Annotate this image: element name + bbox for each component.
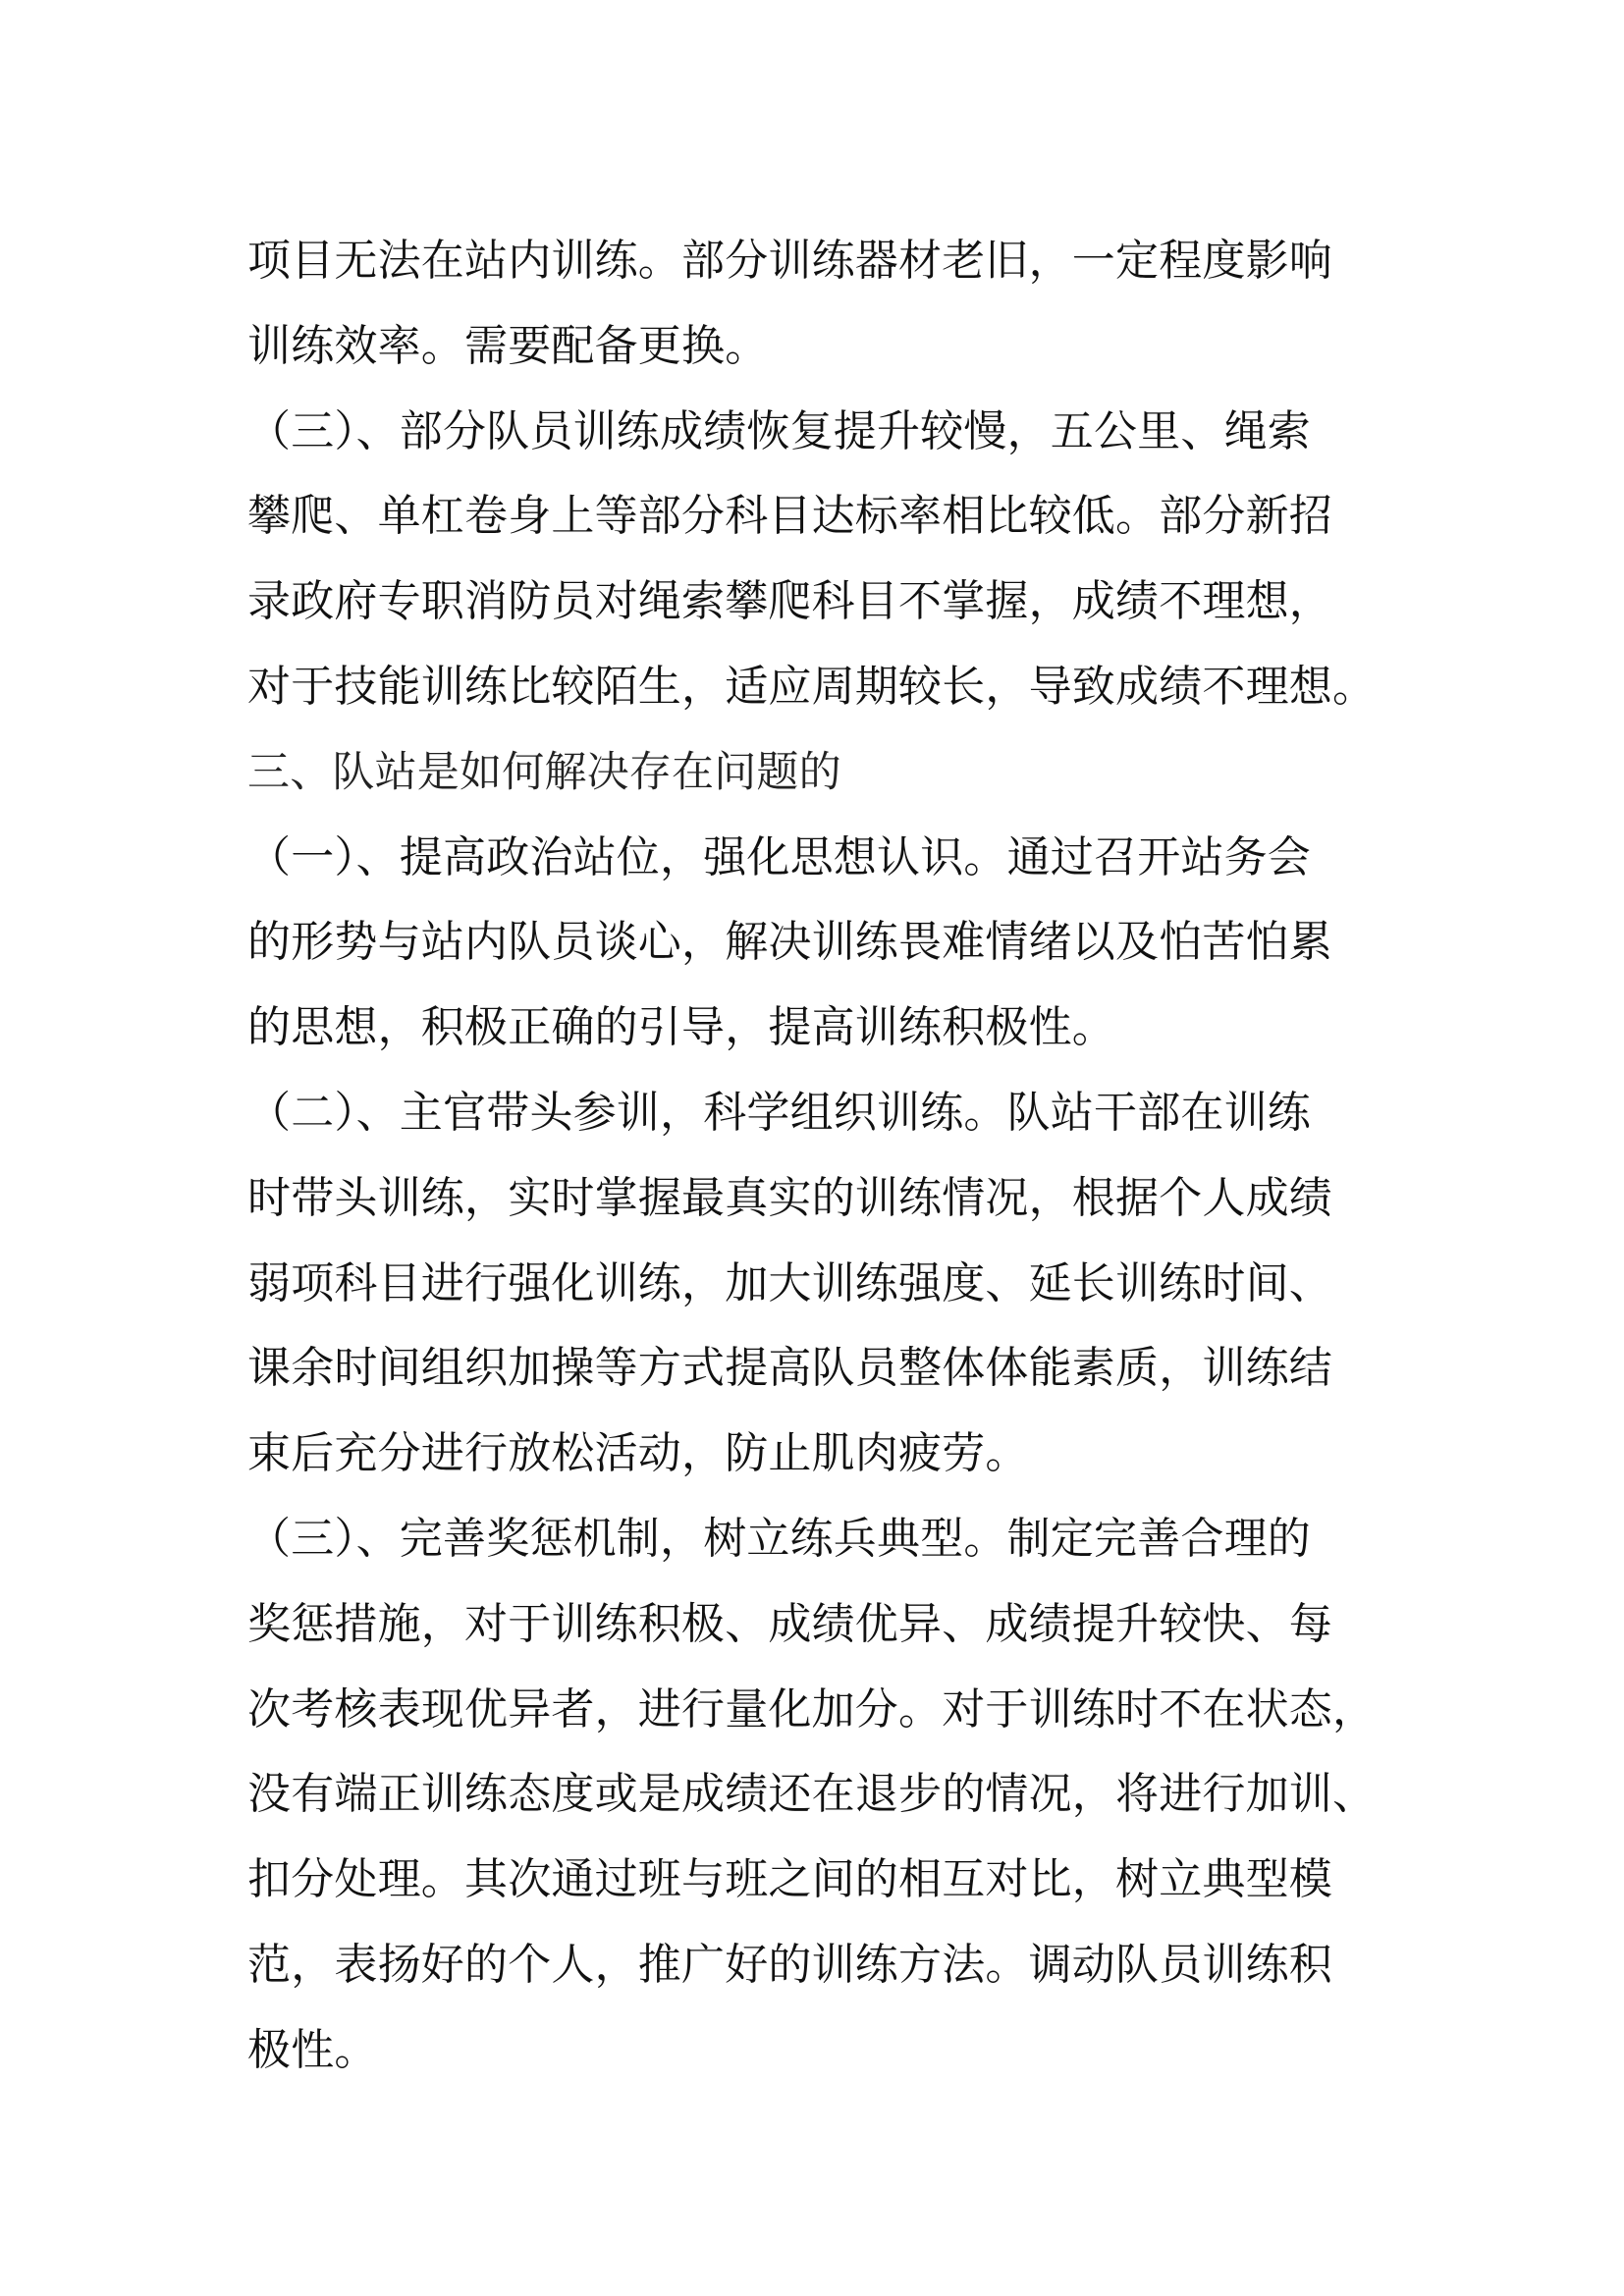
text-line: 项目无法在站内训练。部分训练器材老旧，一定程度影响 <box>247 236 1332 286</box>
document-page <box>247 219 1406 2094</box>
text-line: 的形势与站内队员谈心，解决训练畏难情绪以及怕苦怕累 <box>247 917 1332 968</box>
text-line: 课余时间组织加操等方式提高队员整体体能素质，训练结 <box>247 1343 1332 1394</box>
text-line: 录政府专职消防员对绳索攀爬科目不掌握，成绩不理想， <box>247 576 1332 627</box>
text-line: 对于技能训练比较陌生，适应周期较长，导致成绩不理想。 <box>247 661 1377 712</box>
text-line: 范，表扬好的个人，推广好的训练方法。调动队员训练积 <box>247 1939 1332 1990</box>
text-line: 极性。 <box>247 2024 378 2075</box>
text-line: 时带头训练，实时掌握最真实的训练情况，根据个人成绩 <box>247 1172 1332 1223</box>
text-line: 奖惩措施，对于训练积极、成绩优异、成绩提升较快、每 <box>247 1598 1332 1649</box>
text-line: 没有端正训练态度或是成绩还在退步的情况，将进行加训、 <box>247 1769 1377 1820</box>
text-line: 次考核表现优异者，进行量化加分。对于训练时不在状态， <box>247 1683 1377 1735</box>
paragraph-start: （二）、主官带头参训，科学组织训练。队站干部在训练 <box>247 1087 1311 1138</box>
text-line: 扣分处理。其次通过班与班之间的相互对比，树立典型模 <box>247 1854 1332 1905</box>
text-line: 攀爬、单杠卷身上等部分科目达标率相比较低。部分新招 <box>247 491 1332 542</box>
text-line: 的思想，积极正确的引导，提高训练积极性。 <box>247 1002 1115 1053</box>
text-line: 束后充分进行放松活动，防止肌肉疲劳。 <box>247 1428 1029 1479</box>
paragraph-start: （三）、完善奖惩机制，树立练兵典型。制定完善合理的 <box>247 1513 1311 1564</box>
paragraph-start: （一）、提高政治站位，强化思想认识。通过召开站务会 <box>247 831 1311 882</box>
text-line: 弱项科目进行强化训练，加大训练强度、延长训练时间、 <box>247 1257 1332 1308</box>
section-heading: 三、队站是如何解决存在问题的 <box>247 747 841 797</box>
paragraph-start: （三）、部分队员训练成绩恢复提升较慢，五公里、绳索 <box>247 405 1311 456</box>
text-line: 训练效率。需要配备更换。 <box>247 320 769 371</box>
